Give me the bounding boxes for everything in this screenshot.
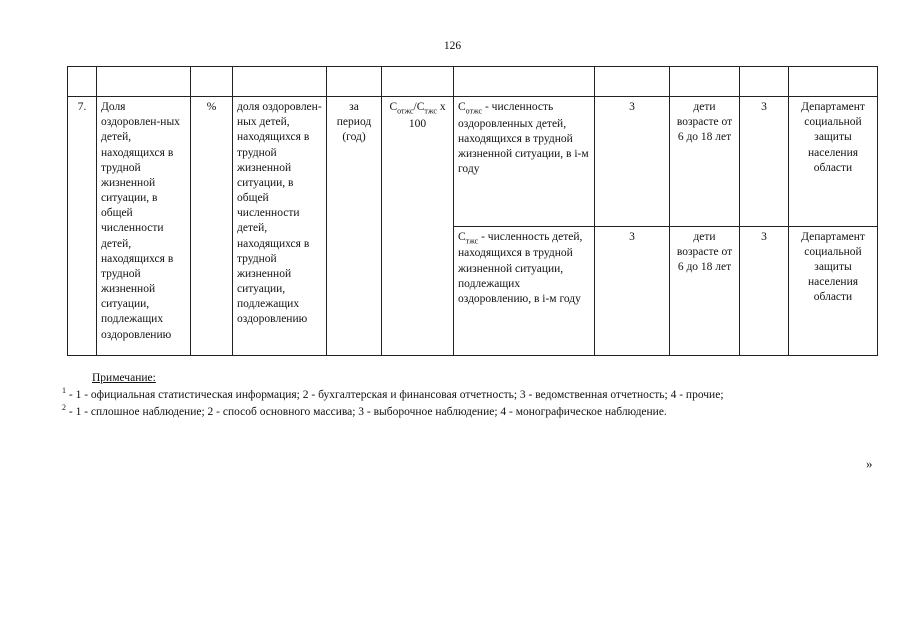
note-item: $^2$ - 1 - сплошное наблюдение; 2 - способ основного массива; 3 - выборочное наблюдение; 4 - монографическое наблюдение. <box>62 403 667 419</box>
component-description: $С_{тжс}$ - численность детей, находящихся в трудной жизненной ситуации, подлежащих оздоровлению, в і-м году <box>454 226 595 356</box>
header-cell <box>97 67 191 97</box>
population-cell: дети возрасте от 6 до 18 лет <box>670 226 740 356</box>
header-cell <box>191 67 233 97</box>
header-cell <box>789 67 878 97</box>
header-cell <box>327 67 382 97</box>
header-cell <box>382 67 454 97</box>
header-cell <box>233 67 327 97</box>
formula-cell: $С_{отжс}/С_{тжс}$ х 100 <box>382 97 454 356</box>
notes-title: Примечание: <box>92 372 156 384</box>
header-cell <box>68 67 97 97</box>
indicator-definition: доля оздоровлен-ных детей, находящихся в трудной жизненной ситуации, в общей численности детей, находящихся в трудной жизненной ситуации, подлежащих оздоровлению <box>233 97 327 356</box>
header-cell <box>740 67 789 97</box>
page-number: 126 <box>443 40 462 52</box>
component-description: $С_{отжс}$ - численность оздоровленных детей, находящихся в трудной жизненной ситуации, в і-м году <box>454 97 595 227</box>
method-cell: 3 <box>595 226 670 356</box>
row-number: 7. <box>68 97 97 356</box>
period-cell: за период (год) <box>327 97 382 356</box>
note-item: $^1$ - 1 - официальная статистическая информация; 2 - бухгалтерская и финансовая отчетность; 3 - ведомственная отчетность; 4 - прочие; <box>62 386 724 402</box>
source-cell: 3 <box>740 226 789 356</box>
indicator-name: Доля оздоровлен-ных детей, находящихся в трудной жизненной ситуации, в общей численности детей, находящихся в трудной жизненной ситуации, подлежащих оздоровлению <box>97 97 191 356</box>
header-cell <box>595 67 670 97</box>
source-cell: 3 <box>740 97 789 227</box>
population-cell: дети возрасте от 6 до 18 лет <box>670 97 740 227</box>
notes-section <box>62 371 882 421</box>
indicator-table <box>67 66 878 356</box>
header-cell <box>454 67 595 97</box>
method-cell: 3 <box>595 97 670 227</box>
table-header-row <box>68 67 878 97</box>
closing-quote: » <box>866 456 873 471</box>
table-row <box>68 97 878 227</box>
header-cell <box>670 67 740 97</box>
responsible-cell: Департамент социальной защиты населения области <box>789 97 878 227</box>
responsible-cell: Департамент социальной защиты населения области <box>789 226 878 356</box>
unit-cell: % <box>191 97 233 356</box>
